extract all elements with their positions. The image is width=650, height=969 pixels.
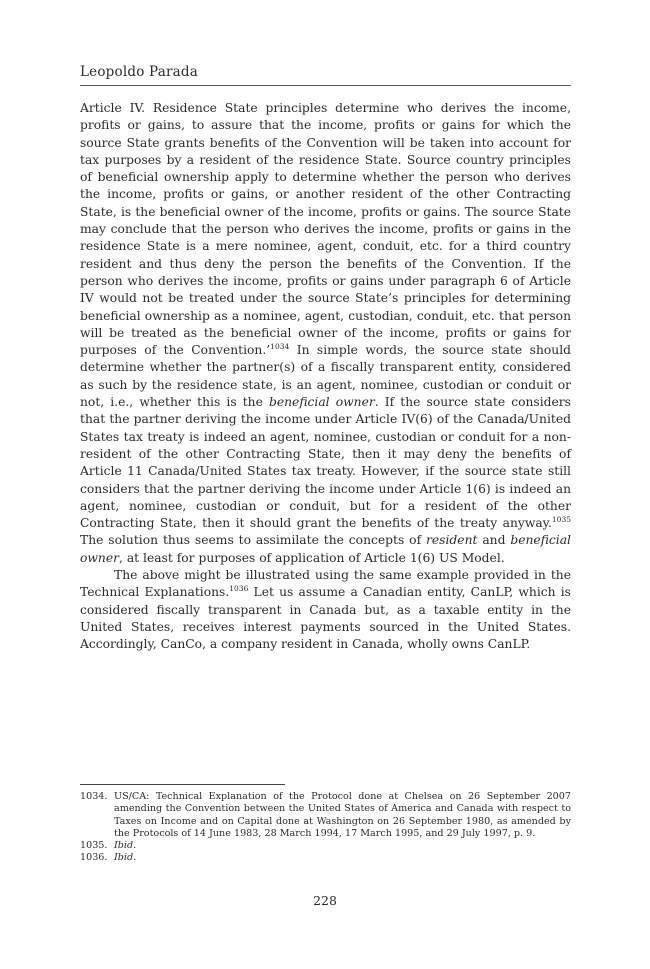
footnote xyxy=(80,852,571,864)
italic-term: Ibid xyxy=(114,840,134,852)
footnote-text xyxy=(114,791,571,840)
running-head: Leopoldo Parada xyxy=(80,64,198,80)
footnote-text xyxy=(114,852,571,864)
text-run: . xyxy=(133,840,137,852)
footnote-number: 1036. xyxy=(80,852,108,864)
text-run: In simple words, the source state should determine whether the partner(s) of a fiscally transparent entity, considered as such by the residence state, is an agent, nominee, custodian or conduit or not, i.e., whether this is the xyxy=(80,343,572,410)
text-run: . If the source state considers that the partner deriving the income under Article IV(6) of the Canada/United States tax treaty is indeed an agent, nominee, custodian or conduit for a non-resident of the other Contracting State, then it may deny the benefits of Article 11 Canada/United States tax treaty. However, if the source state still considers that the partner deriving the income under Article 1(6) is indeed an agent, nominee, custodian or conduit, but for a resident of the other Contracting State, then it should grant the benefits of the treaty anyway. xyxy=(80,395,571,531)
italic-term: Ibid xyxy=(114,852,134,864)
footnote-ref[interactable]: 1034 xyxy=(270,342,290,352)
text-run: and xyxy=(477,533,511,548)
footnote xyxy=(80,791,571,840)
paragraph xyxy=(80,100,571,567)
body-text xyxy=(80,100,571,654)
text-run: , at least for purposes of application of Article 1(6) US Model. xyxy=(119,550,505,565)
footnote-rule xyxy=(80,784,285,785)
footnote-text xyxy=(114,840,571,852)
text-run: . xyxy=(133,852,137,864)
page-number: 228 xyxy=(313,893,337,908)
text-run: The solution thus seems to assimilate the concepts of xyxy=(80,533,427,548)
italic-term: beneficial owner xyxy=(80,533,571,565)
footnote-number: 1034. xyxy=(80,791,108,802)
footnotes xyxy=(80,791,571,865)
footnote xyxy=(80,840,571,852)
text-run: Let us assume a Canadian entity, CanLP, which is considered fiscally transparent in Canada but, as a taxable entity in the United States, receives interest payments sourced in the United States. Accordingly, CanCo, a company resident in Canada, wholly owns CanLP. xyxy=(80,585,571,652)
italic-term: beneficial owner xyxy=(268,395,375,410)
footnote-ref[interactable]: 1036 xyxy=(229,584,249,594)
italic-term: resident xyxy=(426,533,478,548)
paragraph xyxy=(80,567,571,653)
text-run: The above might be illustrated using the same example provided in the Technical Explanations. xyxy=(80,568,571,600)
text-run: US/CA: Technical Explanation of the Protocol done at Chelsea on 26 September 2007 amending the Convention between the United States of America and Canada with respect to Taxes on Income and on Capital done at Washington on 26 September 1980, as amended by the Protocols of 14 June 1983, 28 March 1994, 17 March 1995, and 29 July 1997, p. 9. xyxy=(114,791,571,839)
footnote-ref[interactable]: 1035 xyxy=(551,515,571,525)
footnote-number: 1035. xyxy=(80,840,108,852)
text-run: Article IV. Residence State principles determine who derives the income, profits or gains, to assure that the income, profits or gains for which the source State grants benefits of the Convention will be taken into account for tax purposes by a resident of the residence State. Source country principles of beneficial ownership apply to determine whether the person who derives the income, profits or gains, or another resident of the other Contracting State, is the beneficial owner of the income, profits or gains. The source State may conclude that the person who derives the income, profits or gains in the residence State is a mere nominee, agent, conduit, etc. for a third country resident and thus deny the person the benefits of the Convention. If the person who derives the income, profits or gains under paragraph 6 of Article IV would not be treated under the source State’s principles for determining beneficial ownership as a nominee, agent, custodian, conduit, etc. that person will be treated as the beneficial owner of the income, profits or gains for purposes of the Convention.’ xyxy=(80,101,571,358)
header-rule xyxy=(80,85,571,86)
